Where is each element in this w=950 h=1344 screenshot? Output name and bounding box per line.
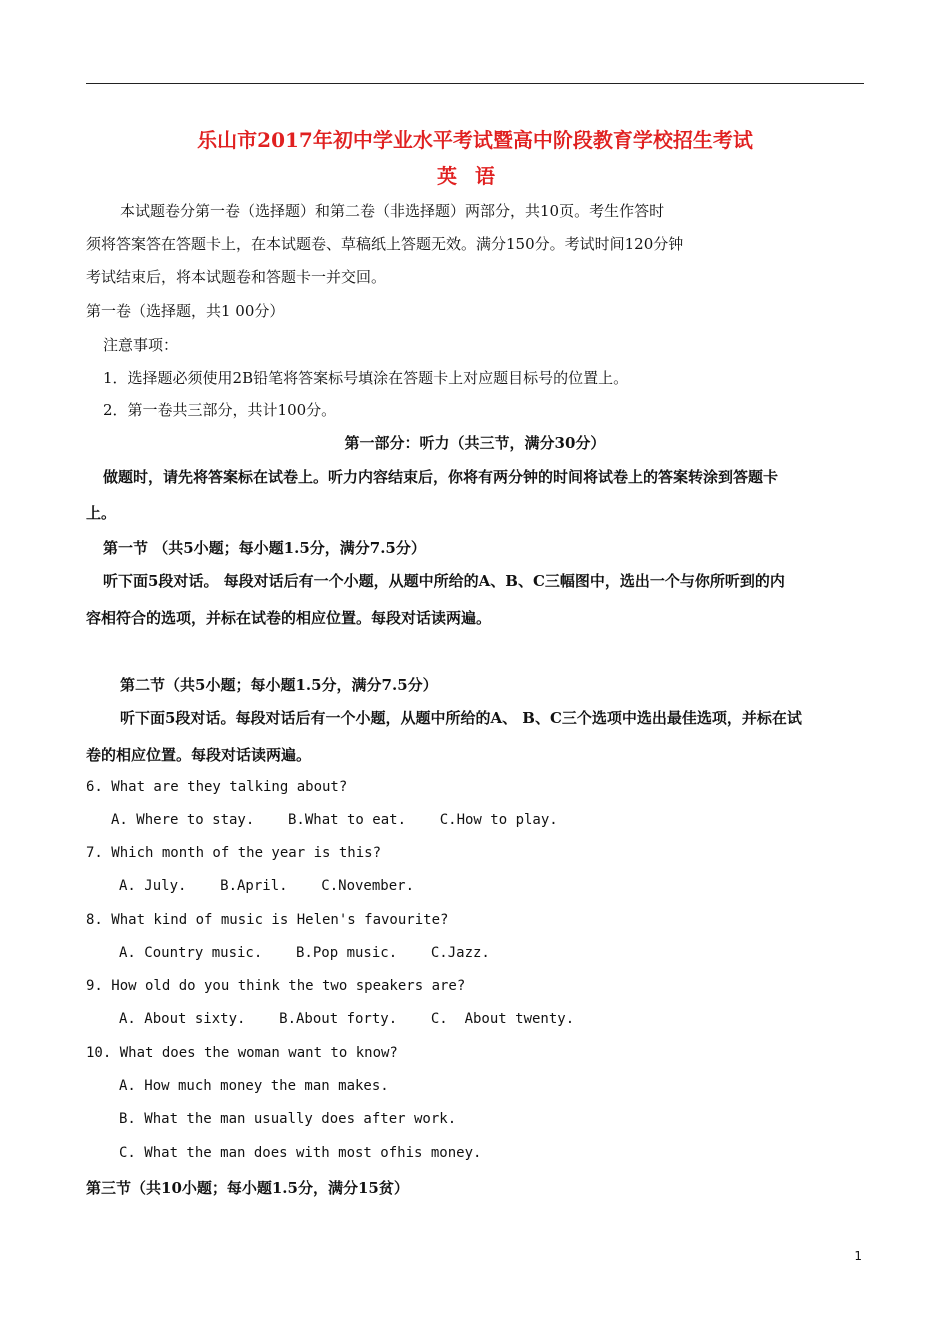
section2-instruction-line-2: 卷的相应位置。每段对话读两遍。 [86, 746, 312, 764]
page-number: 1 [854, 1249, 862, 1263]
intro-line-1: 本试题卷分第一卷（选择题）和第二卷（非选择题）两部分，共10页。考生作答时 [120, 202, 665, 220]
intro-line-3: 考试结束后，将本试题卷和答题卡一并交回。 [86, 268, 387, 286]
question-8-options: A. Country music. B.Pop music. C.Jazz. [119, 945, 490, 961]
volume1-heading: 第一卷（选择题，共1 00分） [86, 302, 285, 320]
section1-instruction-line-2: 容相符合的选项，并标在试卷的相应位置。每段对话读两遍。 [86, 609, 492, 627]
intro-line-2: 须将答案答在答题卡上，在本试题卷、草稿纸上答题无效。满分150分。考试时间120分钟 [86, 235, 684, 253]
exam-subject: 英语 [437, 164, 513, 188]
question-10-option-a: A. How much money the man makes. [119, 1078, 389, 1094]
section1-instruction-line-1: 听下面5段对话。 每段对话后有一个小题，从题中所给的A、B、C三幅图中，选出一个与你所听到的内 [103, 572, 785, 590]
question-9-options: A. About sixty. B.About forty. C. About twenty. [119, 1011, 575, 1027]
part1-instruction-line-1: 做题时，请先将答案标在试卷上。听力内容结束后，你将有两分钟的时间将试卷上的答案转涂到答题卡 [103, 468, 779, 486]
question-9-stem: 9. How old do you think the two speakers are? [86, 978, 466, 994]
note-2: 2．第一卷共三部分，共计100分。 [103, 401, 337, 419]
question-6-stem: 6. What are they talking about? [86, 779, 348, 795]
notes-label: 注意事项： [103, 336, 179, 354]
question-10-option-b: B. What the man usually does after work. [119, 1111, 457, 1127]
part1-instruction-line-2: 上。 [86, 504, 117, 522]
note-1: 1．选择题必须使用2B铅笔将答案标号填涂在答题卡上对应题目标号的位置上。 [103, 369, 629, 387]
question-7-options: A. July. B.April. C.November. [119, 878, 415, 894]
question-6-options: A. Where to stay. B.What to eat. C.How to play. [111, 812, 558, 828]
question-10-stem: 10. What does the woman want to know? [86, 1045, 398, 1061]
header-rule [86, 83, 864, 84]
part1-heading: 第一部分：听力（共三节，满分30分） [344, 434, 606, 452]
section3-heading: 第三节（共10小题；每小题1.5分，满分15贫） [86, 1179, 409, 1197]
question-7-stem: 7. Which month of the year is this? [86, 845, 382, 861]
section2-heading: 第二节（共5小题；每小题1.5分，满分7.5分） [120, 676, 438, 694]
question-10-option-c: C. What the man does with most ofhis money. [119, 1145, 482, 1161]
question-8-stem: 8. What kind of music is Helen's favourite? [86, 912, 449, 928]
section2-instruction-line-1: 听下面5段对话。每段对话后有一个小题，从题中所给的A、 B、C三个选项中选出最佳选项，并标在试 [120, 709, 802, 727]
section1-heading: 第一节 （共5小题；每小题1.5分，满分7.5分） [103, 539, 426, 557]
exam-title: 乐山市2017年初中学业水平考试暨高中阶段教育学校招生考试 [197, 128, 753, 152]
